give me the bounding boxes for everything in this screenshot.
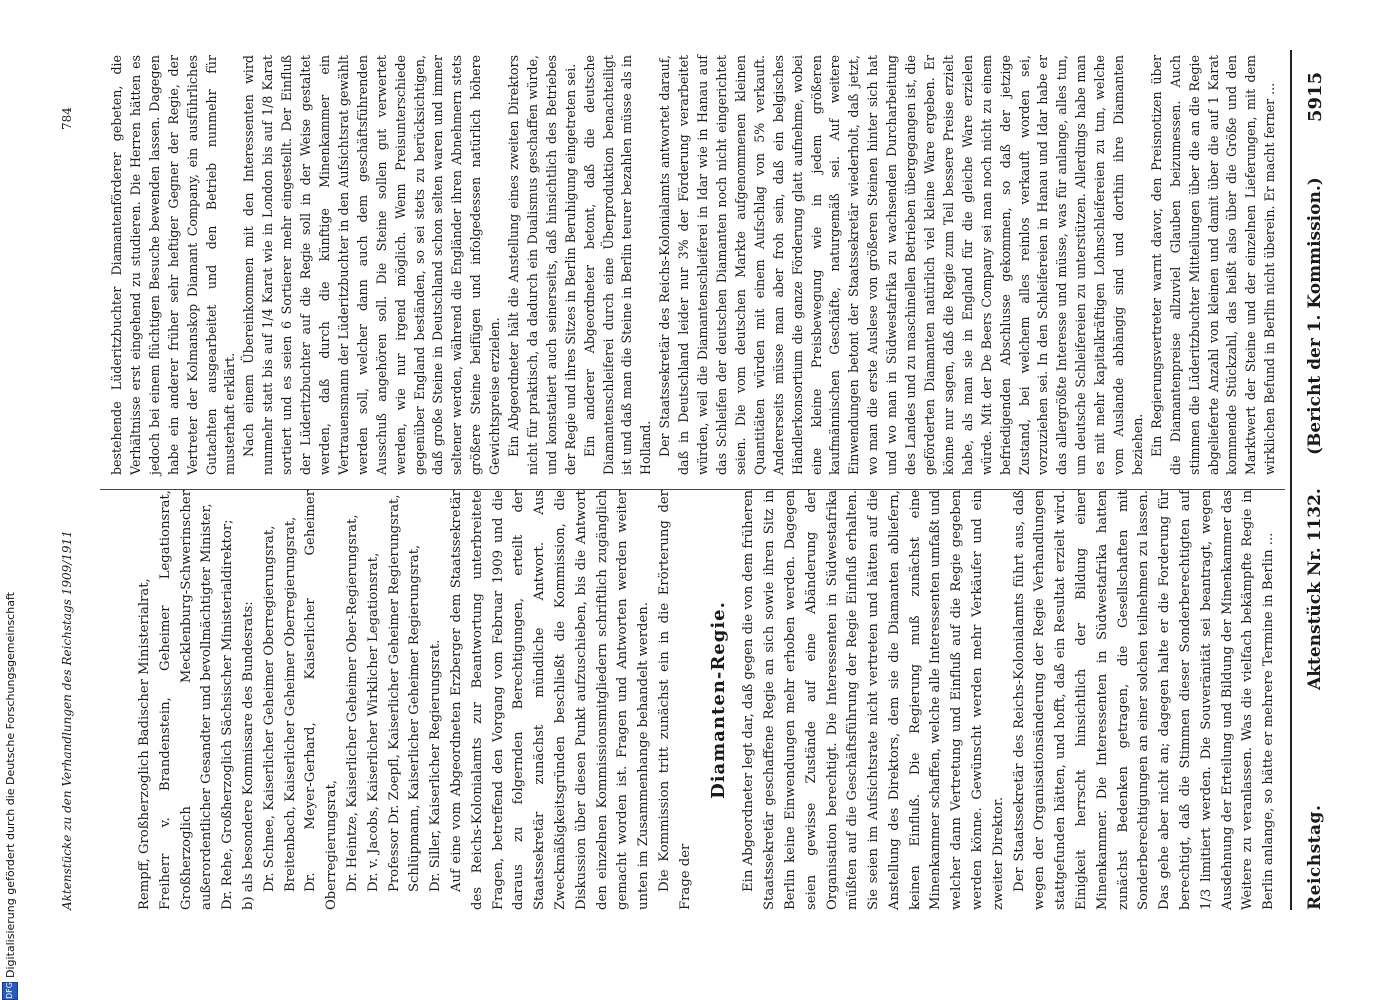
- folio-number: 784: [60, 107, 74, 130]
- digitization-credit: [0, 0, 22, 1000]
- page-footer: [60, 50, 80, 910]
- paragraph: Dr. Rehe, Großherzoglich Sächsischer Ministerialdirektor;: [220, 519, 236, 910]
- paragraph: Ein Regierungsvertreter warnt davor, den Preisnotizen über die Diamantenpreise allzuviel Glauben beizumessen. Auch stimmen die Lüderitzbuchter Mitteilungen über die an die Regie abgelieferte Anzahl von kleinen und damit über die auf 1 Karat kommende Stückzahl, das heißt also über die Größe und den Marktwert der Steine und der einzelnen Lieferungen, mit dem wirklichen Befund in Berlin nicht überein. Er macht ferner ...: [1148, 55, 1278, 475]
- paragraph: Rempff, Großherzoglich Badischer Ministerialrat,: [136, 578, 152, 910]
- footer-note: Aktenstücke zu den Verhandlungen des Reichstags 1909/1911: [60, 530, 74, 910]
- paragraph: Dr. Heintze, Kaiserlicher Geheimer Ober-Regierungsrat,: [344, 514, 360, 892]
- paragraph: Freiherr v. Brandenstein, Geheimer Legationsrat, Großherzoglich Mecklenburg-Schwerinscher außerordentlicher Gesandter und bevollmächtigter Minister,: [157, 490, 215, 910]
- page-header: [1305, 60, 1335, 910]
- left-column: [135, 490, 1280, 910]
- paragraph: b) als besondere Kommissare des Bundesrats:: [240, 601, 256, 910]
- header-right: (Bericht der 1. Kommission.): [1305, 177, 1325, 455]
- paragraph: Dr. Siller, Kaiserlicher Regierungsrat.: [428, 639, 444, 892]
- paragraph: Dr. Meyer-Gerhard, Kaiserlicher Geheimer Oberregierungsrat,: [303, 490, 340, 910]
- paragraph: Ein anderer Abgeordneter betont, daß die deutsche Diamantenschleiferei durch eine Überproduktion benachteiligt ist und daß man die Steine in Berlin teurer bezahlen müsse als in Holland.: [581, 55, 654, 475]
- paragraph: Die Kommission tritt zunächst ein in die Erörterung der Frage der: [656, 490, 693, 910]
- section-title: Diamanten-Regie.: [707, 601, 729, 799]
- paragraph: Professor Dr. Zoepfl, Kaiserlicher Geheimer Regierungsrat,: [386, 494, 402, 892]
- header-center: Aktenstück Nr. 1132.: [1305, 488, 1325, 690]
- page-number: 5915: [1305, 71, 1326, 122]
- credit-text: Digitalisierung gefördert durch die Deutsche Forschungsgemeinschaft: [4, 592, 17, 978]
- header-left: Reichstag.: [1305, 804, 1325, 910]
- paragraph: Schlüpmann, Kaiserlicher Geheimer Regierungsrat,: [407, 544, 423, 892]
- right-column: [108, 55, 1280, 475]
- column-divider: [100, 489, 1285, 490]
- paragraph: Der Staatssekretär des Reichs-Kolonialamts führt aus, daß wegen der Organisationsänderung der Regie Verhandlungen stattgefunden hätten, und hofft, daß ein Resultat erzielt wird. Einigkeit herrscht hinsichtlich der Bildung einer Minenkammer. Die Interessenten in Südwestafrika hatten zunächst Bedenken getragen, die Gesellschaften mit Sonderberechtigungen an einer solchen teilnehmen zu lassen. Das gehe aber nicht an; dagegen halte er die Forderung für berechtigt, daß die Stimmen dieser Sonderberechtigten auf 1/3 limitiert werden. Die Souveränität sei beantragt, wegen Ausdehnung der Erteilung und Bildung der Minenkammer das Weitere zu veranlassen. Was die vielfach bekämpfte Regie in Berlin anlange, so hätte er mehrere Termine in Berlin ...: [1011, 490, 1277, 910]
- dfg-logo-icon: DFG: [2, 982, 18, 1000]
- header-rule: [1290, 50, 1292, 910]
- paragraph: Auf eine vom Abgeordneten Erzberger dem Staatssekretär des Reichs-Kolonialamts zur Beantwortung unterbreitete Fragen, betreffend den Vorgang vom Februar 1909 und die daraus zu folgernden Berechtigungen, erteilt der Staatssekretär zunächst mündliche Antwort. Aus Zweckmäßigkeitsgründen beschließt die Kommission, die Diskussion über diesen Punkt aufzuschieben, bis die Antwort den einzelnen Kommissionsmitgliedern schriftlich zugänglich gemacht worden ist. Fragen und Antworten werden weiter unten im Zusammenhange behandelt werden.: [448, 490, 652, 910]
- paragraph: Breitenbach, Kaiserlicher Geheimer Oberregierungsrat,: [282, 516, 298, 892]
- paragraph: Dr. Schnee, Kaiserlicher Geheimer Oberregierungsrat,: [261, 525, 277, 892]
- paragraph: Ein Abgeordneter hält die Anstellung eines zweiten Direktors nicht für praktisch, da dadurch ein Dualismus geschaffen würde, und konstatiert auch seinerseits, daß hinsichtlich des Betriebes der Regie und ihres Sitzes in Berlin Beruhigung eingetreten sei.: [505, 55, 578, 475]
- paragraph: Dr. v. Jacobs, Kaiserlicher Wirklicher Legationsrat,: [365, 552, 381, 892]
- paragraph: Ein Abgeordneter legt dar, daß gegen die von dem früheren Staatssekretär geschaffene Regie an sich sowie ihren Sitz in Berlin keine Einwendungen mehr erhoben werden. Dagegen seien gewisse Zustände auf eine Abänderung der Organisation berechtigt. Die Interessenten in Südwestafrika müßten auf die Geschäftsführung der Regie Einfluß erhalten. Sie seien im Aufsichtsrate nicht vertreten und hätten auf die Anstellung des Direktors, dem sie die Diamanten abliefern, keinen Einfluß. Die Regierung muß zunächst eine Minenkammer schaffen, welche alle Interessenten umfaßt und welcher dann Vertretung und Einfluß auf die Regie gegeben werden könne. Gewünscht werden mehr Verkäufer und ein zweiter Direktor.: [741, 490, 1006, 910]
- paragraph: bestehende Lüderitzbuchter Diamantenförderer gebeten, die Verhältnisse erst eingehend zu studieren. Die Herren hätten es jedoch bei einem flüchtigen Besuche bewenden lassen. Dagegen habe ein anderer früher sehr heftiger Gegner der Regie, der Vertreter der Kolmanskop Diamant Company, ein ausführliches Gutachten ausgearbeitet und den Betrieb nunmehr für musterhaft erklärt.: [108, 55, 238, 475]
- paragraph: Nach einem Übereinkommen mit den Interessenten wird nunmehr statt bis auf 1/4 Karat wie in London bis auf 1/8 Karat sortiert und es seien 6 Sortierer mehr eingestellt. Der Einfluß der Lüderitzbuchter auf die Regie soll in der Weise gestaltet werden, daß durch die künftige Minenkammer ein Vertrauensmann der Lüderitzbuchter in den Aufsichtsrat gewählt werden soll, welcher dann auch dem geschäftsführenden Ausschuß angehören soll. Die Steine sollen gut verwertet werden, wie nur irgend möglich. Wenn Preisunterschiede gegenüber England beständen, so sei stets zu berücksichtigen, daß große Steine in Deutschland schon selten waren und immer seltener werden, während die Engländer ihren Abnehmern stets größere Steine beifügen und infolgedessen natürlich höhere Gewichtspreise erzielen.: [241, 55, 502, 475]
- paragraph: Der Staatssekretär des Reichs-Kolonialamts antwortet darauf, daß in Deutschland leider nur 3% der Förderung verarbeitet würden, weil die Diamantenschleiferei in Idar wie in Hanau auf das Schleifen der deutschen Diamanten noch nicht eingerichtet seien. Die vom deutschen Markte aufgenommenen kleinen Quantitäten würden mit einem Aufschlag von 5% verkauft. Andererseits müsse man aber froh sein, daß ein belgisches Händlerkonsortium die ganze Förderung glatt aufnehme, wobei eine kleine Preisbewegung wie in jedem größeren kaufmännischen Geschäfte, naturgemäß sei. Auf weitere Einwendungen betont der Staatssekretär wiederholt, daß jetzt, wo man die erste Auslese von größeren Steinen hinter sich hat und wo man in Südwestafrika zu wachsenden Durcharbeitung des Landes und zu maschinellen Betrieben übergegangen ist, die geförderten Diamanten natürlich viel kleine Ware ergeben. Er könne nur sagen, daß die Regie zum Teil bessere Preise erzielt habe, als man sie in England für die gleiche Ware erzielen würde. Mit der De Beers Company sei man noch nicht zu einem befriedigenden Abschlusse gekommen, so daß der jetzige Zustand, bei welchem alles reinlos verkauft worden sei, vorzuziehen sei. In den Schleifereien in Hanau und Idar habe er das allergrößte Interesse und müsse, was für anlange, alles tun, um deutsche Schleifereien zu unterstützen. Allerdings habe man es mit mehr kapitalkräftigen Lohnschleifereien zu tun, welche vom Auslande abhängig sind und dorthin ihre Diamanten beziehen.: [657, 55, 1145, 475]
